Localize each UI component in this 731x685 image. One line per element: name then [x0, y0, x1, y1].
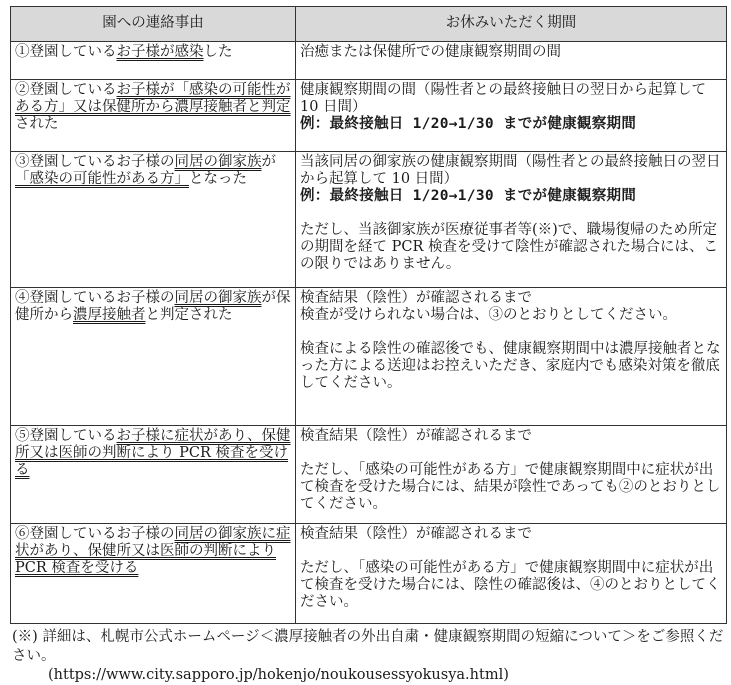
reason-cell: ①登園しているお子様が感染した — [11, 42, 296, 80]
period-cell: 当該同居の御家族の健康観察期間（陽性者との最終接触日の翌日から起算して 10 日間） 例：最終接触日 1/20→1/30 までが健康観察期間 ただし、当該御家族が医療従事者等(※)で、職場復帰のため所定の期間を経て PCR 検査を受けて陰性が確認された場合には、この限りではありません。 — [296, 152, 727, 288]
period-cell: 検査結果（陰性）が確認されるまで 検査が受けられない場合は、③のとおりとしてください。 検査による陰性の確認後でも、健康観察期間中は濃厚接触者となった方による送迎はお控えいただき、家庭内でも感染対策を徹底してください。 — [296, 288, 727, 426]
reference-link[interactable]: (https://www.city.sapporo.jp/hokenjo/noukousessyokusya.html) — [48, 667, 509, 683]
table-row — [11, 524, 727, 624]
header-reason: 園への連絡事由 — [11, 7, 296, 42]
table-row — [11, 152, 727, 288]
table-row — [11, 80, 727, 152]
reason-cell: ④登園しているお子様の同居の御家族が保健所から濃厚接触者と判定された — [11, 288, 296, 426]
reason-cell: ⑤登園しているお子様に症状があり、保健所又は医師の判断により PCR 検査を受ける — [11, 426, 296, 524]
footnote-text: 詳細は、札幌市公式ホームページ＜濃厚接触者の外出自粛・健康観察期間の短縮について＞をご参照ください。 — [12, 629, 724, 664]
example-line: 例：最終接触日 1/20→1/30 までが健康観察期間 — [300, 188, 637, 204]
notice-sheet — [10, 6, 726, 685]
reason-cell: ②登園しているお子様が「感染の可能性がある方」又は保健所から濃厚接触者と判定された — [11, 80, 296, 152]
absence-period-table — [10, 6, 727, 624]
table-row — [11, 426, 727, 524]
table-row — [11, 288, 727, 426]
header-period: お休みいただく期間 — [296, 7, 727, 42]
period-cell: 治癒または保健所での健康観察期間の間 — [296, 42, 727, 80]
period-cell: 検査結果（陰性）が確認されるまで ただし、「感染の可能性がある方」で健康観察期間中に症状が出て検査を受けた場合には、結果が陰性であっても②のとおりとしてください。 — [296, 426, 727, 524]
table-row — [11, 42, 727, 80]
period-cell: 検査結果（陰性）が確認されるまで ただし、「感染の可能性がある方」で健康観察期間中に症状が出て検査を受けた場合には、陰性の確認後は、④のとおりとしてください。 — [296, 524, 727, 624]
reason-cell: ⑥登園しているお子様の同居の御家族に症状があり、保健所又は医師の判断により PCR 検査を受ける — [11, 524, 296, 624]
table-header-row — [11, 7, 727, 42]
reason-cell: ③登園しているお子様の同居の御家族が「感染の可能性がある方」となった — [11, 152, 296, 288]
footnote — [10, 628, 726, 685]
example-line: 例：最終接触日 1/20→1/30 までが健康観察期間 — [300, 116, 637, 132]
footnote-mark: (※) — [12, 629, 38, 645]
period-cell: 健康観察期間の間（陽性者との最終接触日の翌日から起算して 10 日間） 例：最終接触日 1/20→1/30 までが健康観察期間 — [296, 80, 727, 152]
